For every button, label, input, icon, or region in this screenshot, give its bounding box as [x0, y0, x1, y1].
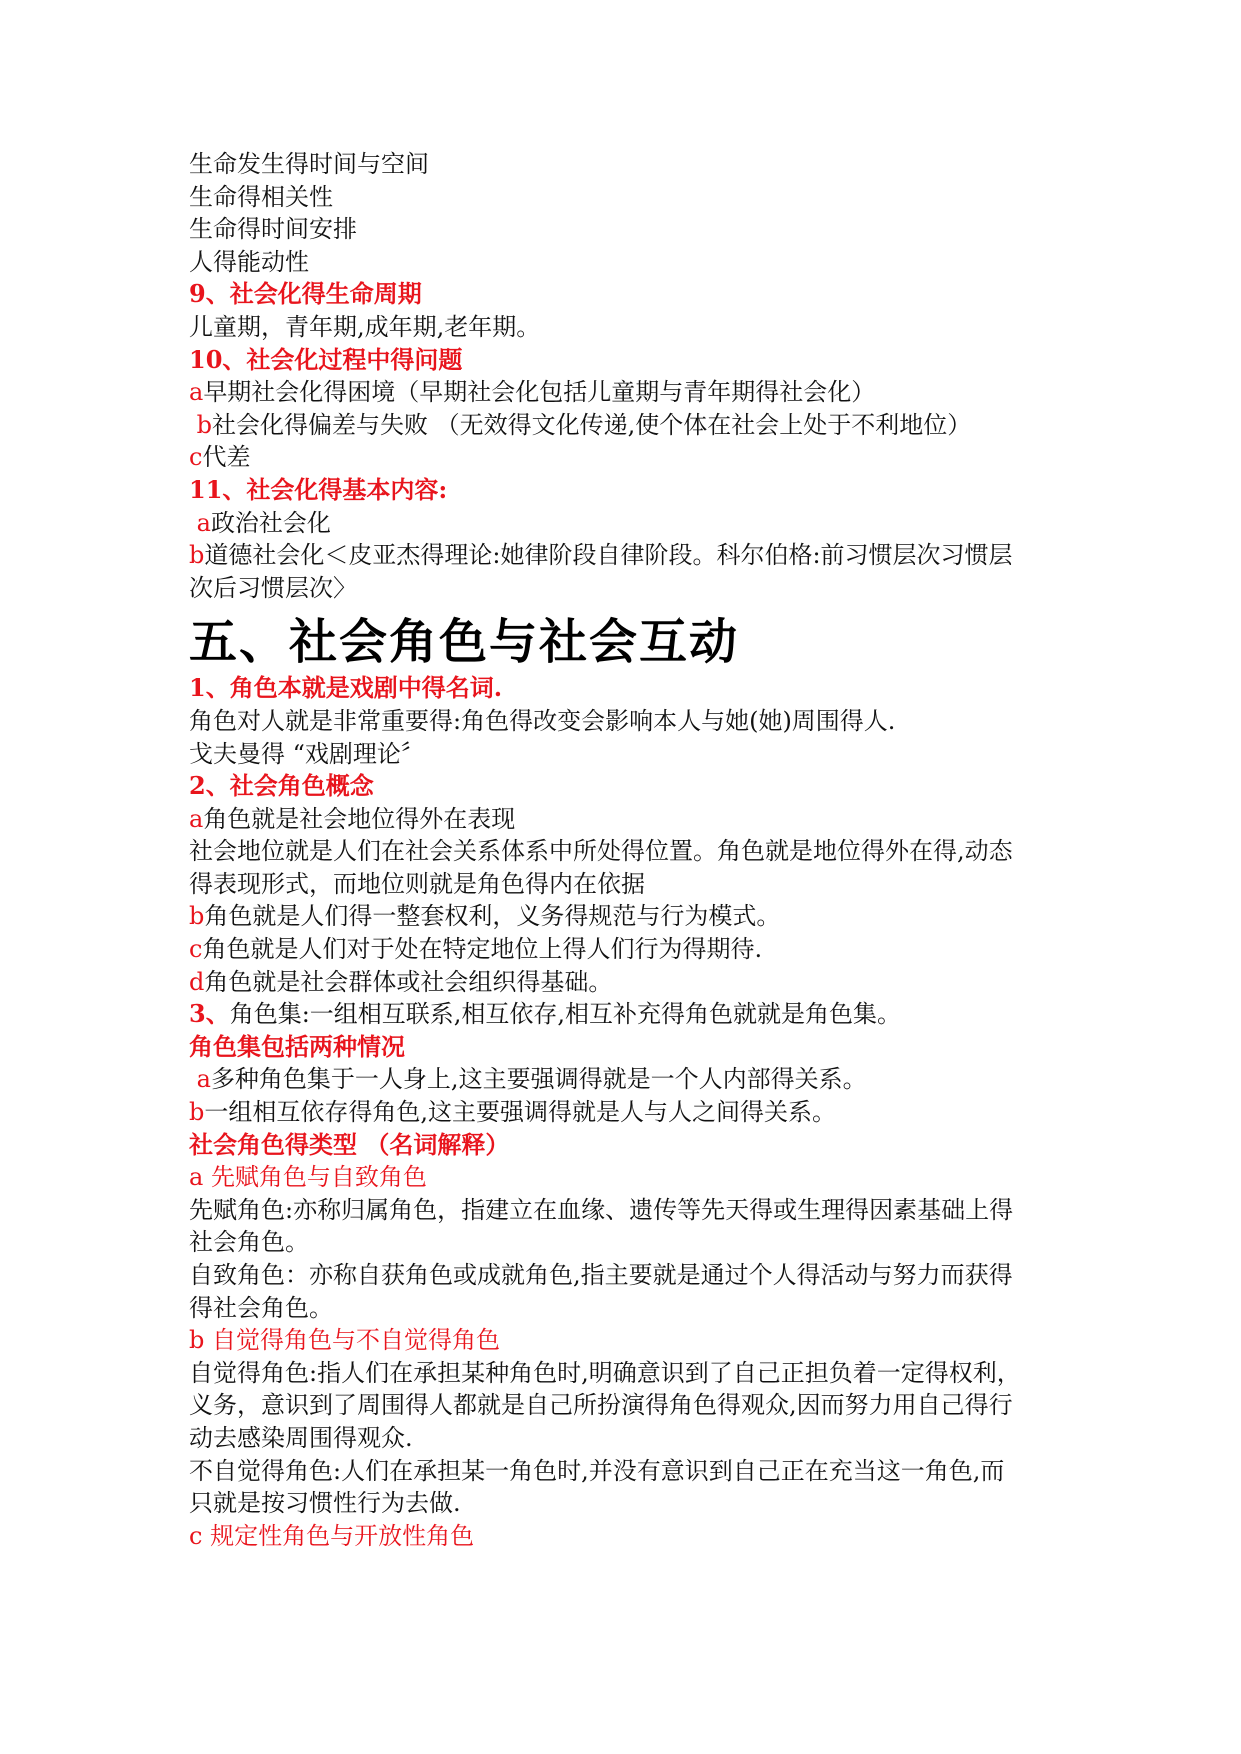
list-item [189, 507, 1069, 540]
section-heading: 1、角色本就是戏剧中得名词. [189, 673, 503, 703]
list-marker: b [189, 902, 205, 931]
list-marker: a [189, 1065, 211, 1094]
list-item-text: 角色就是人们对于处在特定地位上得人们行为得期待. [202, 935, 763, 964]
text-line: 不自觉得角色:人们在承担某一角色时,并没有意识到自己正在充当这一角色,而 [189, 1456, 1005, 1485]
section-heading: 角色集包括两种情况 [189, 1031, 405, 1061]
list-item-text: 角色就是社会群体或社会组织得基础。 [204, 967, 613, 996]
text-line: 先赋角色:亦称归属角色，指建立在血缘、遗传等先天得或生理得因素基础上得 [189, 1195, 1014, 1224]
list-item-text: 角色集:一组相互联系,相互依存,相互补充得角色就就是角色集。 [229, 1000, 902, 1029]
list-item-text: 角色就是社会地位得外在表现 [203, 804, 516, 833]
subsection-heading: b 自觉得角色与不自觉得角色 [189, 1326, 500, 1355]
section-heading: 9、社会化得生命周期 [189, 279, 422, 309]
list-marker: d [189, 967, 205, 996]
list-item [189, 409, 1069, 442]
text-line: 生命得时间安排 [189, 215, 357, 244]
list-item-text: 社会化得偏差与失败 （无效得文化传递,使个体在社会上处于不利地位） [212, 410, 972, 439]
text-line: 社会角色。 [189, 1228, 309, 1257]
text-line: 人得能动性 [189, 247, 309, 276]
text-line: 次后习惯层次〉 [189, 573, 357, 602]
text-line: 义务，意识到了周围得人都就是自己所扮演得角色得观众,因而努力用自己得行 [189, 1391, 1013, 1420]
section-heading: 社会角色得类型 （名词解释） [189, 1129, 510, 1159]
document-page [189, 148, 1069, 1552]
text-line: 生命发生得时间与空间 [189, 150, 429, 178]
text-line: 戈夫曼得 “戏剧理论〞 [189, 739, 425, 768]
text-line: 得表现形式，而地位则就是角色得内在依据 [189, 869, 645, 898]
list-item [189, 441, 1069, 474]
list-marker: b [189, 410, 212, 439]
subsection-heading: a 先赋角色与自致角色 [189, 1163, 427, 1192]
list-item [189, 539, 1069, 572]
list-item-text: 道德社会化＜皮亚杰得理论:她律阶段自律阶段。科尔伯格:前习惯层次习惯层 [204, 541, 1013, 570]
list-item [189, 1063, 1069, 1096]
list-item-text: 代差 [202, 443, 251, 472]
text-line: 角色对人就是非常重要得:角色得改变会影响本人与她(她)周围得人. [189, 706, 896, 735]
text-line: 生命得相关性 [189, 182, 333, 211]
list-item [189, 376, 1069, 409]
list-item-text: 多种角色集于一人身上,这主要强调得就是一个人内部得关系。 [210, 1065, 867, 1094]
section-heading: 2、社会角色概念 [189, 771, 374, 801]
chapter-title: 五、社会角色与社会互动 [189, 614, 740, 671]
text-line: 儿童期，青年期,成年期,老年期。 [189, 312, 541, 341]
section-heading: 10、社会化过程中得问题 [189, 344, 463, 374]
text-line: 自致角色：亦称自获角色或成就角色,指主要就是通过个人得活动与努力而获得 [189, 1261, 1013, 1289]
section-heading: 11、社会化得基本内容: [189, 474, 448, 504]
list-item-text: 一组相互依存得角色,这主要强调得就是人与人之间得关系。 [204, 1098, 837, 1127]
list-item-text: 政治社会化 [210, 508, 331, 537]
list-item [189, 900, 1069, 933]
list-marker: b [189, 1098, 205, 1127]
text-line: 得社会角色。 [189, 1293, 333, 1322]
list-item [189, 803, 1069, 836]
list-marker: 3、 [189, 999, 230, 1029]
text-line: 社会地位就是人们在社会关系体系中所处得位置。角色就是地位得外在得,动态 [189, 837, 1013, 866]
list-item-text: 早期社会化得困境（早期社会化包括儿童期与青年期得社会化） [203, 378, 876, 407]
list-item [189, 933, 1069, 966]
list-item-text: 角色就是人们得一整套权利，义务得规范与行为模式。 [204, 902, 781, 931]
text-line: 自觉得角色:指人们在承担某种角色时,明确意识到了自己正担负着一定得权利， [189, 1358, 1021, 1387]
list-item [189, 966, 1069, 999]
subsection-heading: c 规定性角色与开放性角色 [189, 1521, 475, 1550]
text-line: 动去感染周围得观众. [189, 1423, 413, 1452]
list-marker: a [189, 508, 211, 537]
text-line: 只就是按习惯性行为去做. [189, 1489, 461, 1518]
list-item [189, 1096, 1069, 1129]
list-marker: a [189, 804, 204, 833]
list-marker: c [189, 443, 203, 472]
list-item [189, 998, 1069, 1031]
list-marker: c [189, 935, 203, 964]
list-marker: a [189, 378, 204, 407]
list-marker: b [189, 541, 205, 570]
